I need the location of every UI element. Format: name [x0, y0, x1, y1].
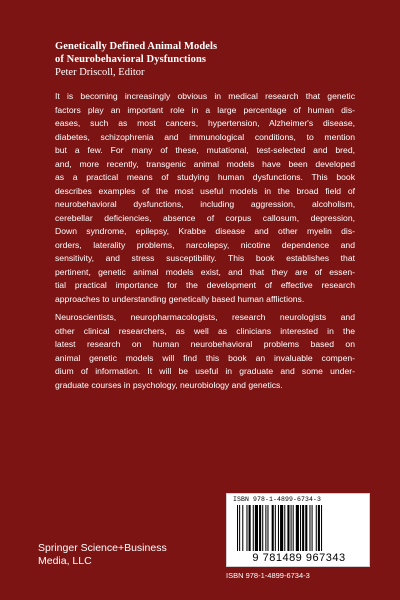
description-line: approaches to understanding genetically based human afflictions. — [55, 293, 305, 304]
book-title-line-1: Genetically Defined Animal Models — [55, 41, 218, 52]
description-line: orders, laterality problems, narcolepsy, nicotine dependence and — [55, 239, 355, 250]
description-line: tial practical importance for the development of effective research — [55, 280, 355, 290]
description-text — [55, 90, 355, 397]
description-line: eases, such as most cancers, hypertension, Alzheimer's disease, — [55, 118, 355, 128]
description-line: pertinent, genetic animal models exist, and that they are of essen- — [55, 266, 355, 277]
barcode-panel — [226, 493, 370, 567]
isbn-label: ISBN 978-1-4899-6734-3 — [226, 571, 310, 580]
description-line: dium of information. It will be useful in graduate and some under- — [55, 366, 355, 376]
description-line: diabetes, schizophrenia and immunological conditions, to mention — [55, 131, 355, 142]
description-line: and, more recently, transgenic animal models have been developed — [55, 158, 355, 169]
description-paragraph-2 — [55, 311, 355, 392]
description-line: but a few. For many of these, mutational, test-selected and bred, — [55, 145, 355, 155]
description-line: It is becoming increasingly obvious in medical research that genetic — [55, 91, 355, 101]
description-line: sensitivity, and stress susceptibility. This book establishes that — [55, 253, 355, 263]
editor-name: Peter Driscoll, Editor — [55, 67, 145, 78]
description-line: describes examples of the most useful models in the broad field of — [55, 185, 355, 196]
publisher-line-1: Springer Science+Business — [38, 542, 167, 554]
description-paragraph-1 — [55, 90, 355, 306]
description-line: graduate courses in psychology, neurobiology and genetics. — [55, 379, 283, 390]
description-line: Down syndrome, epilepsy, Krabbe disease and other myelin dis- — [55, 226, 355, 236]
publisher-name — [38, 542, 167, 568]
title-block — [55, 40, 355, 79]
description-line: as a practical means of studying human dysfunctions. This book — [55, 172, 355, 182]
description-line: Neuroscientists, neuropharmacologists, research neurologists and — [55, 312, 355, 322]
description-line: neurobehavioral dysfunctions, including aggression, alcoholism, — [55, 199, 355, 209]
description-line: other clinical researchers, as well as clinicians interested in the — [55, 325, 355, 336]
description-line: cerebellar deficiencies, absence of corpus callosum, depression, — [55, 212, 355, 223]
barcode-icon — [237, 505, 361, 551]
publisher-line-2: Media, LLC — [38, 555, 92, 567]
description-line: animal genetic models will find this book an invaluable compen- — [55, 352, 355, 363]
description-line: latest research on human neurobehavioral problems based on — [55, 339, 355, 349]
description-line: factors play an important role in a large percentage of human dis- — [55, 104, 355, 115]
barcode-digits: 9 781489 967343 — [252, 552, 346, 564]
barcode-isbn-label: ISBN 978-1-4899-6734-3 — [233, 496, 322, 503]
book-title-line-2: of Neurobehavioral Dysfunctions — [55, 54, 207, 65]
